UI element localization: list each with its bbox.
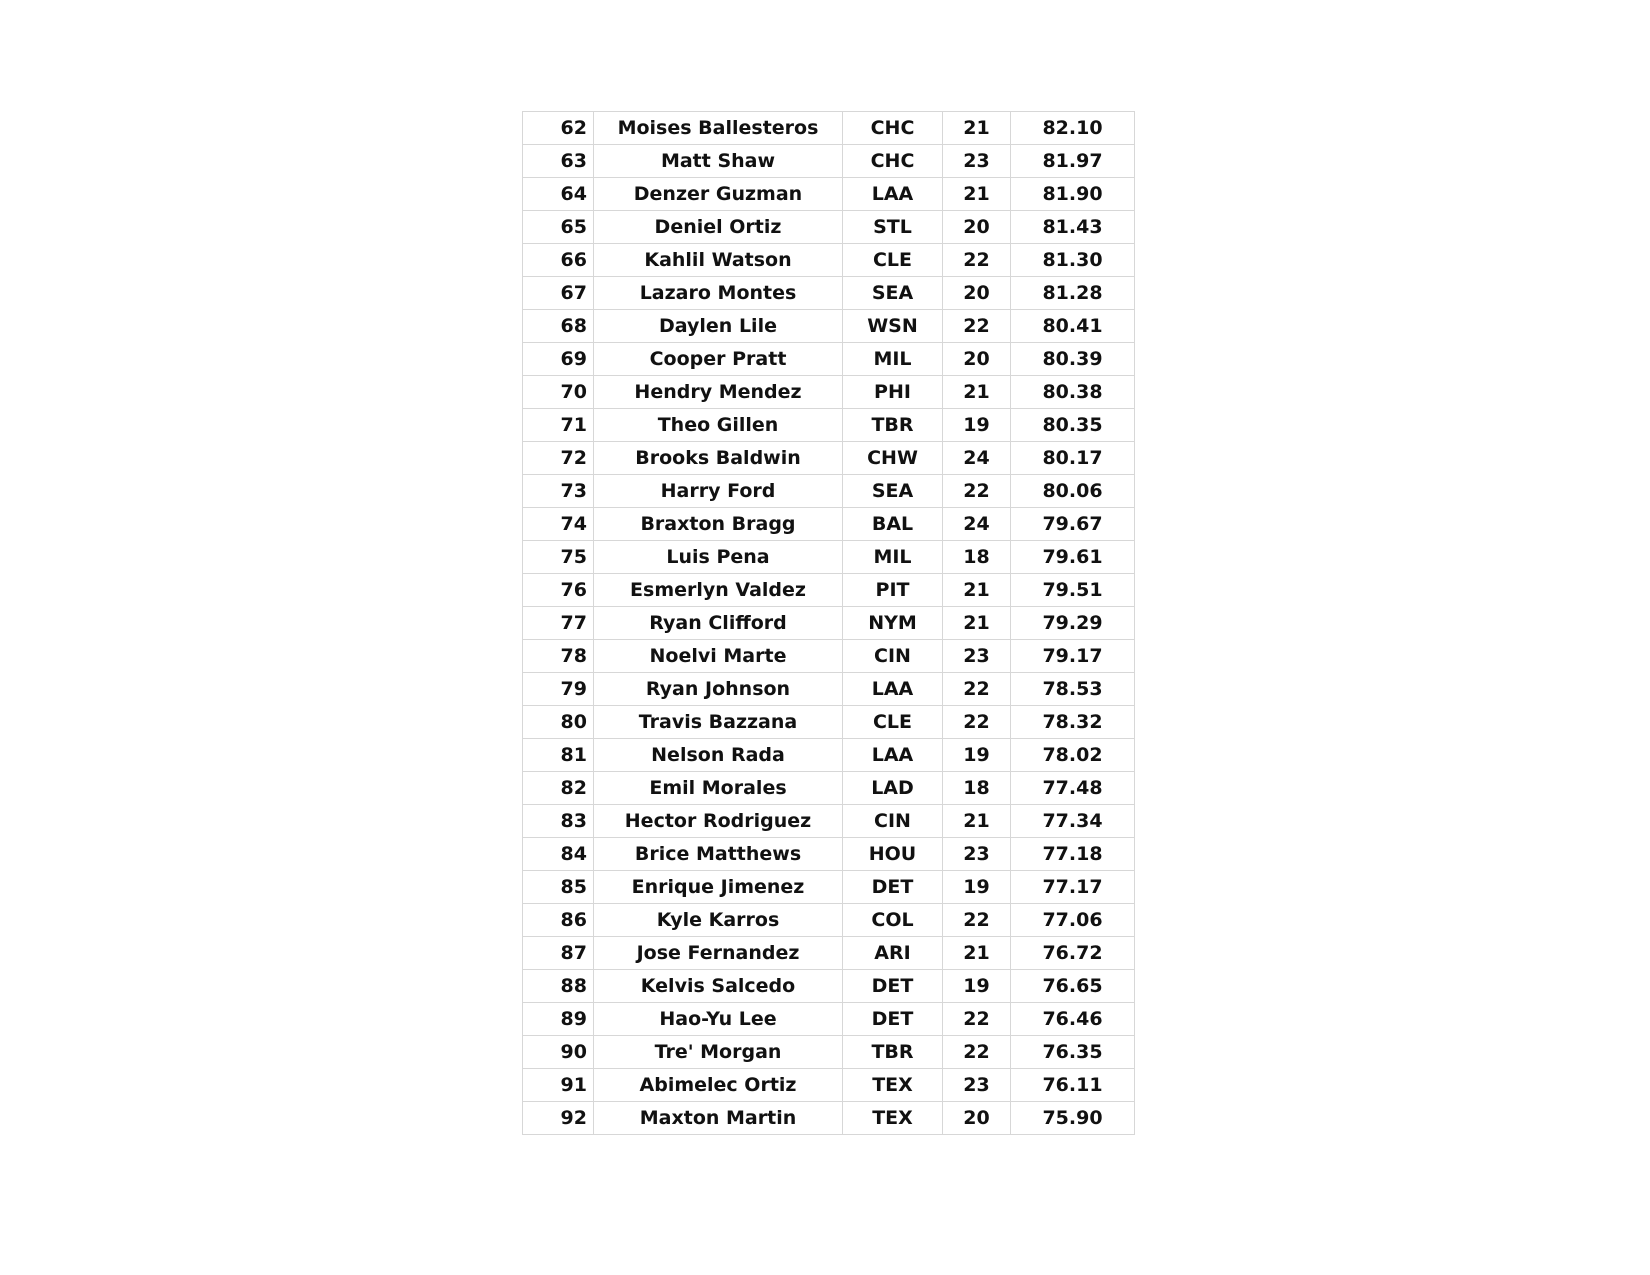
- age-cell: 19: [943, 739, 1011, 772]
- table-row: [523, 937, 1135, 970]
- rank-cell: 68: [523, 310, 594, 343]
- table-row: [523, 178, 1135, 211]
- rank-cell: 80: [523, 706, 594, 739]
- age-cell: 23: [943, 1069, 1011, 1102]
- team-cell: TEX: [843, 1102, 943, 1135]
- score-cell: 81.28: [1011, 277, 1135, 310]
- score-cell: 78.53: [1011, 673, 1135, 706]
- team-cell: SEA: [843, 475, 943, 508]
- score-cell: 80.35: [1011, 409, 1135, 442]
- age-cell: 24: [943, 442, 1011, 475]
- team-cell: TBR: [843, 409, 943, 442]
- age-cell: 21: [943, 574, 1011, 607]
- player-name-cell: Abimelec Ortiz: [594, 1069, 843, 1102]
- score-cell: 79.29: [1011, 607, 1135, 640]
- age-cell: 20: [943, 1102, 1011, 1135]
- table-row: [523, 409, 1135, 442]
- prospect-ranking-table: [522, 111, 1135, 1135]
- team-cell: CHW: [843, 442, 943, 475]
- rank-cell: 66: [523, 244, 594, 277]
- player-name-cell: Jose Fernandez: [594, 937, 843, 970]
- team-cell: CIN: [843, 805, 943, 838]
- age-cell: 22: [943, 310, 1011, 343]
- table-row: [523, 772, 1135, 805]
- player-name-cell: Cooper Pratt: [594, 343, 843, 376]
- score-cell: 77.06: [1011, 904, 1135, 937]
- team-cell: COL: [843, 904, 943, 937]
- table-row: [523, 277, 1135, 310]
- rank-cell: 89: [523, 1003, 594, 1036]
- rank-cell: 87: [523, 937, 594, 970]
- rank-cell: 67: [523, 277, 594, 310]
- player-name-cell: Hendry Mendez: [594, 376, 843, 409]
- player-name-cell: Braxton Bragg: [594, 508, 843, 541]
- team-cell: CIN: [843, 640, 943, 673]
- table-row: [523, 211, 1135, 244]
- player-name-cell: Enrique Jimenez: [594, 871, 843, 904]
- player-name-cell: Nelson Rada: [594, 739, 843, 772]
- team-cell: STL: [843, 211, 943, 244]
- age-cell: 21: [943, 937, 1011, 970]
- table-row: [523, 310, 1135, 343]
- table-row: [523, 244, 1135, 277]
- rank-cell: 76: [523, 574, 594, 607]
- table-row: [523, 640, 1135, 673]
- table-row: [523, 904, 1135, 937]
- rank-cell: 92: [523, 1102, 594, 1135]
- player-name-cell: Luis Pena: [594, 541, 843, 574]
- table-row: [523, 541, 1135, 574]
- player-name-cell: Tre' Morgan: [594, 1036, 843, 1069]
- rank-cell: 75: [523, 541, 594, 574]
- rank-cell: 86: [523, 904, 594, 937]
- team-cell: CLE: [843, 244, 943, 277]
- score-cell: 76.35: [1011, 1036, 1135, 1069]
- team-cell: DET: [843, 871, 943, 904]
- table-row: [523, 508, 1135, 541]
- age-cell: 22: [943, 244, 1011, 277]
- table-row: [523, 442, 1135, 475]
- age-cell: 19: [943, 871, 1011, 904]
- score-cell: 77.18: [1011, 838, 1135, 871]
- team-cell: LAD: [843, 772, 943, 805]
- team-cell: SEA: [843, 277, 943, 310]
- rank-cell: 65: [523, 211, 594, 244]
- age-cell: 22: [943, 1036, 1011, 1069]
- team-cell: WSN: [843, 310, 943, 343]
- table-row: [523, 1003, 1135, 1036]
- age-cell: 24: [943, 508, 1011, 541]
- table-row: [523, 376, 1135, 409]
- rank-cell: 82: [523, 772, 594, 805]
- score-cell: 80.41: [1011, 310, 1135, 343]
- player-name-cell: Kyle Karros: [594, 904, 843, 937]
- score-cell: 76.65: [1011, 970, 1135, 1003]
- player-name-cell: Esmerlyn Valdez: [594, 574, 843, 607]
- age-cell: 23: [943, 145, 1011, 178]
- table-row: [523, 970, 1135, 1003]
- score-cell: 79.61: [1011, 541, 1135, 574]
- rank-cell: 90: [523, 1036, 594, 1069]
- rank-cell: 85: [523, 871, 594, 904]
- age-cell: 20: [943, 343, 1011, 376]
- table-row: [523, 1069, 1135, 1102]
- score-cell: 81.90: [1011, 178, 1135, 211]
- rank-cell: 83: [523, 805, 594, 838]
- player-name-cell: Maxton Martin: [594, 1102, 843, 1135]
- player-name-cell: Kelvis Salcedo: [594, 970, 843, 1003]
- score-cell: 82.10: [1011, 112, 1135, 145]
- rank-cell: 71: [523, 409, 594, 442]
- team-cell: DET: [843, 1003, 943, 1036]
- team-cell: DET: [843, 970, 943, 1003]
- table-row: [523, 673, 1135, 706]
- player-name-cell: Ryan Clifford: [594, 607, 843, 640]
- table-row: [523, 112, 1135, 145]
- rank-cell: 64: [523, 178, 594, 211]
- age-cell: 20: [943, 277, 1011, 310]
- score-cell: 75.90: [1011, 1102, 1135, 1135]
- rank-cell: 88: [523, 970, 594, 1003]
- team-cell: HOU: [843, 838, 943, 871]
- rank-cell: 72: [523, 442, 594, 475]
- age-cell: 22: [943, 475, 1011, 508]
- player-name-cell: Deniel Ortiz: [594, 211, 843, 244]
- player-name-cell: Matt Shaw: [594, 145, 843, 178]
- score-cell: 79.67: [1011, 508, 1135, 541]
- table-row: [523, 706, 1135, 739]
- player-name-cell: Moises Ballesteros: [594, 112, 843, 145]
- age-cell: 21: [943, 112, 1011, 145]
- score-cell: 77.48: [1011, 772, 1135, 805]
- rank-cell: 77: [523, 607, 594, 640]
- table-row: [523, 574, 1135, 607]
- rank-cell: 84: [523, 838, 594, 871]
- age-cell: 23: [943, 838, 1011, 871]
- team-cell: LAA: [843, 178, 943, 211]
- rank-cell: 70: [523, 376, 594, 409]
- table-row: [523, 1102, 1135, 1135]
- player-name-cell: Theo Gillen: [594, 409, 843, 442]
- ranking-table-body: [523, 112, 1135, 1135]
- score-cell: 81.43: [1011, 211, 1135, 244]
- age-cell: 23: [943, 640, 1011, 673]
- player-name-cell: Emil Morales: [594, 772, 843, 805]
- player-name-cell: Brooks Baldwin: [594, 442, 843, 475]
- score-cell: 81.30: [1011, 244, 1135, 277]
- score-cell: 76.11: [1011, 1069, 1135, 1102]
- age-cell: 21: [943, 376, 1011, 409]
- score-cell: 78.32: [1011, 706, 1135, 739]
- rank-cell: 79: [523, 673, 594, 706]
- table-row: [523, 871, 1135, 904]
- player-name-cell: Travis Bazzana: [594, 706, 843, 739]
- table-row: [523, 838, 1135, 871]
- player-name-cell: Harry Ford: [594, 475, 843, 508]
- score-cell: 79.17: [1011, 640, 1135, 673]
- team-cell: PHI: [843, 376, 943, 409]
- team-cell: NYM: [843, 607, 943, 640]
- age-cell: 18: [943, 541, 1011, 574]
- table-row: [523, 1036, 1135, 1069]
- player-name-cell: Kahlil Watson: [594, 244, 843, 277]
- rank-cell: 69: [523, 343, 594, 376]
- rank-cell: 74: [523, 508, 594, 541]
- score-cell: 77.34: [1011, 805, 1135, 838]
- team-cell: ARI: [843, 937, 943, 970]
- age-cell: 22: [943, 1003, 1011, 1036]
- table-row: [523, 739, 1135, 772]
- team-cell: MIL: [843, 343, 943, 376]
- team-cell: BAL: [843, 508, 943, 541]
- score-cell: 80.39: [1011, 343, 1135, 376]
- team-cell: TBR: [843, 1036, 943, 1069]
- team-cell: TEX: [843, 1069, 943, 1102]
- table-row: [523, 145, 1135, 178]
- rank-cell: 78: [523, 640, 594, 673]
- player-name-cell: Denzer Guzman: [594, 178, 843, 211]
- player-name-cell: Lazaro Montes: [594, 277, 843, 310]
- player-name-cell: Noelvi Marte: [594, 640, 843, 673]
- table-row: [523, 805, 1135, 838]
- rank-cell: 91: [523, 1069, 594, 1102]
- rank-cell: 63: [523, 145, 594, 178]
- player-name-cell: Daylen Lile: [594, 310, 843, 343]
- score-cell: 80.17: [1011, 442, 1135, 475]
- player-name-cell: Hector Rodriguez: [594, 805, 843, 838]
- score-cell: 76.46: [1011, 1003, 1135, 1036]
- team-cell: LAA: [843, 673, 943, 706]
- rank-cell: 62: [523, 112, 594, 145]
- rank-cell: 73: [523, 475, 594, 508]
- score-cell: 81.97: [1011, 145, 1135, 178]
- score-cell: 77.17: [1011, 871, 1135, 904]
- team-cell: MIL: [843, 541, 943, 574]
- age-cell: 20: [943, 211, 1011, 244]
- age-cell: 22: [943, 706, 1011, 739]
- team-cell: PIT: [843, 574, 943, 607]
- team-cell: LAA: [843, 739, 943, 772]
- table-row: [523, 343, 1135, 376]
- team-cell: CHC: [843, 145, 943, 178]
- table-row: [523, 475, 1135, 508]
- table-row: [523, 607, 1135, 640]
- score-cell: 78.02: [1011, 739, 1135, 772]
- score-cell: 80.38: [1011, 376, 1135, 409]
- score-cell: 76.72: [1011, 937, 1135, 970]
- age-cell: 21: [943, 178, 1011, 211]
- score-cell: 80.06: [1011, 475, 1135, 508]
- player-name-cell: Hao-Yu Lee: [594, 1003, 843, 1036]
- score-cell: 79.51: [1011, 574, 1135, 607]
- team-cell: CLE: [843, 706, 943, 739]
- player-name-cell: Ryan Johnson: [594, 673, 843, 706]
- age-cell: 21: [943, 805, 1011, 838]
- age-cell: 21: [943, 607, 1011, 640]
- age-cell: 19: [943, 970, 1011, 1003]
- player-name-cell: Brice Matthews: [594, 838, 843, 871]
- age-cell: 19: [943, 409, 1011, 442]
- age-cell: 18: [943, 772, 1011, 805]
- team-cell: CHC: [843, 112, 943, 145]
- rank-cell: 81: [523, 739, 594, 772]
- age-cell: 22: [943, 673, 1011, 706]
- age-cell: 22: [943, 904, 1011, 937]
